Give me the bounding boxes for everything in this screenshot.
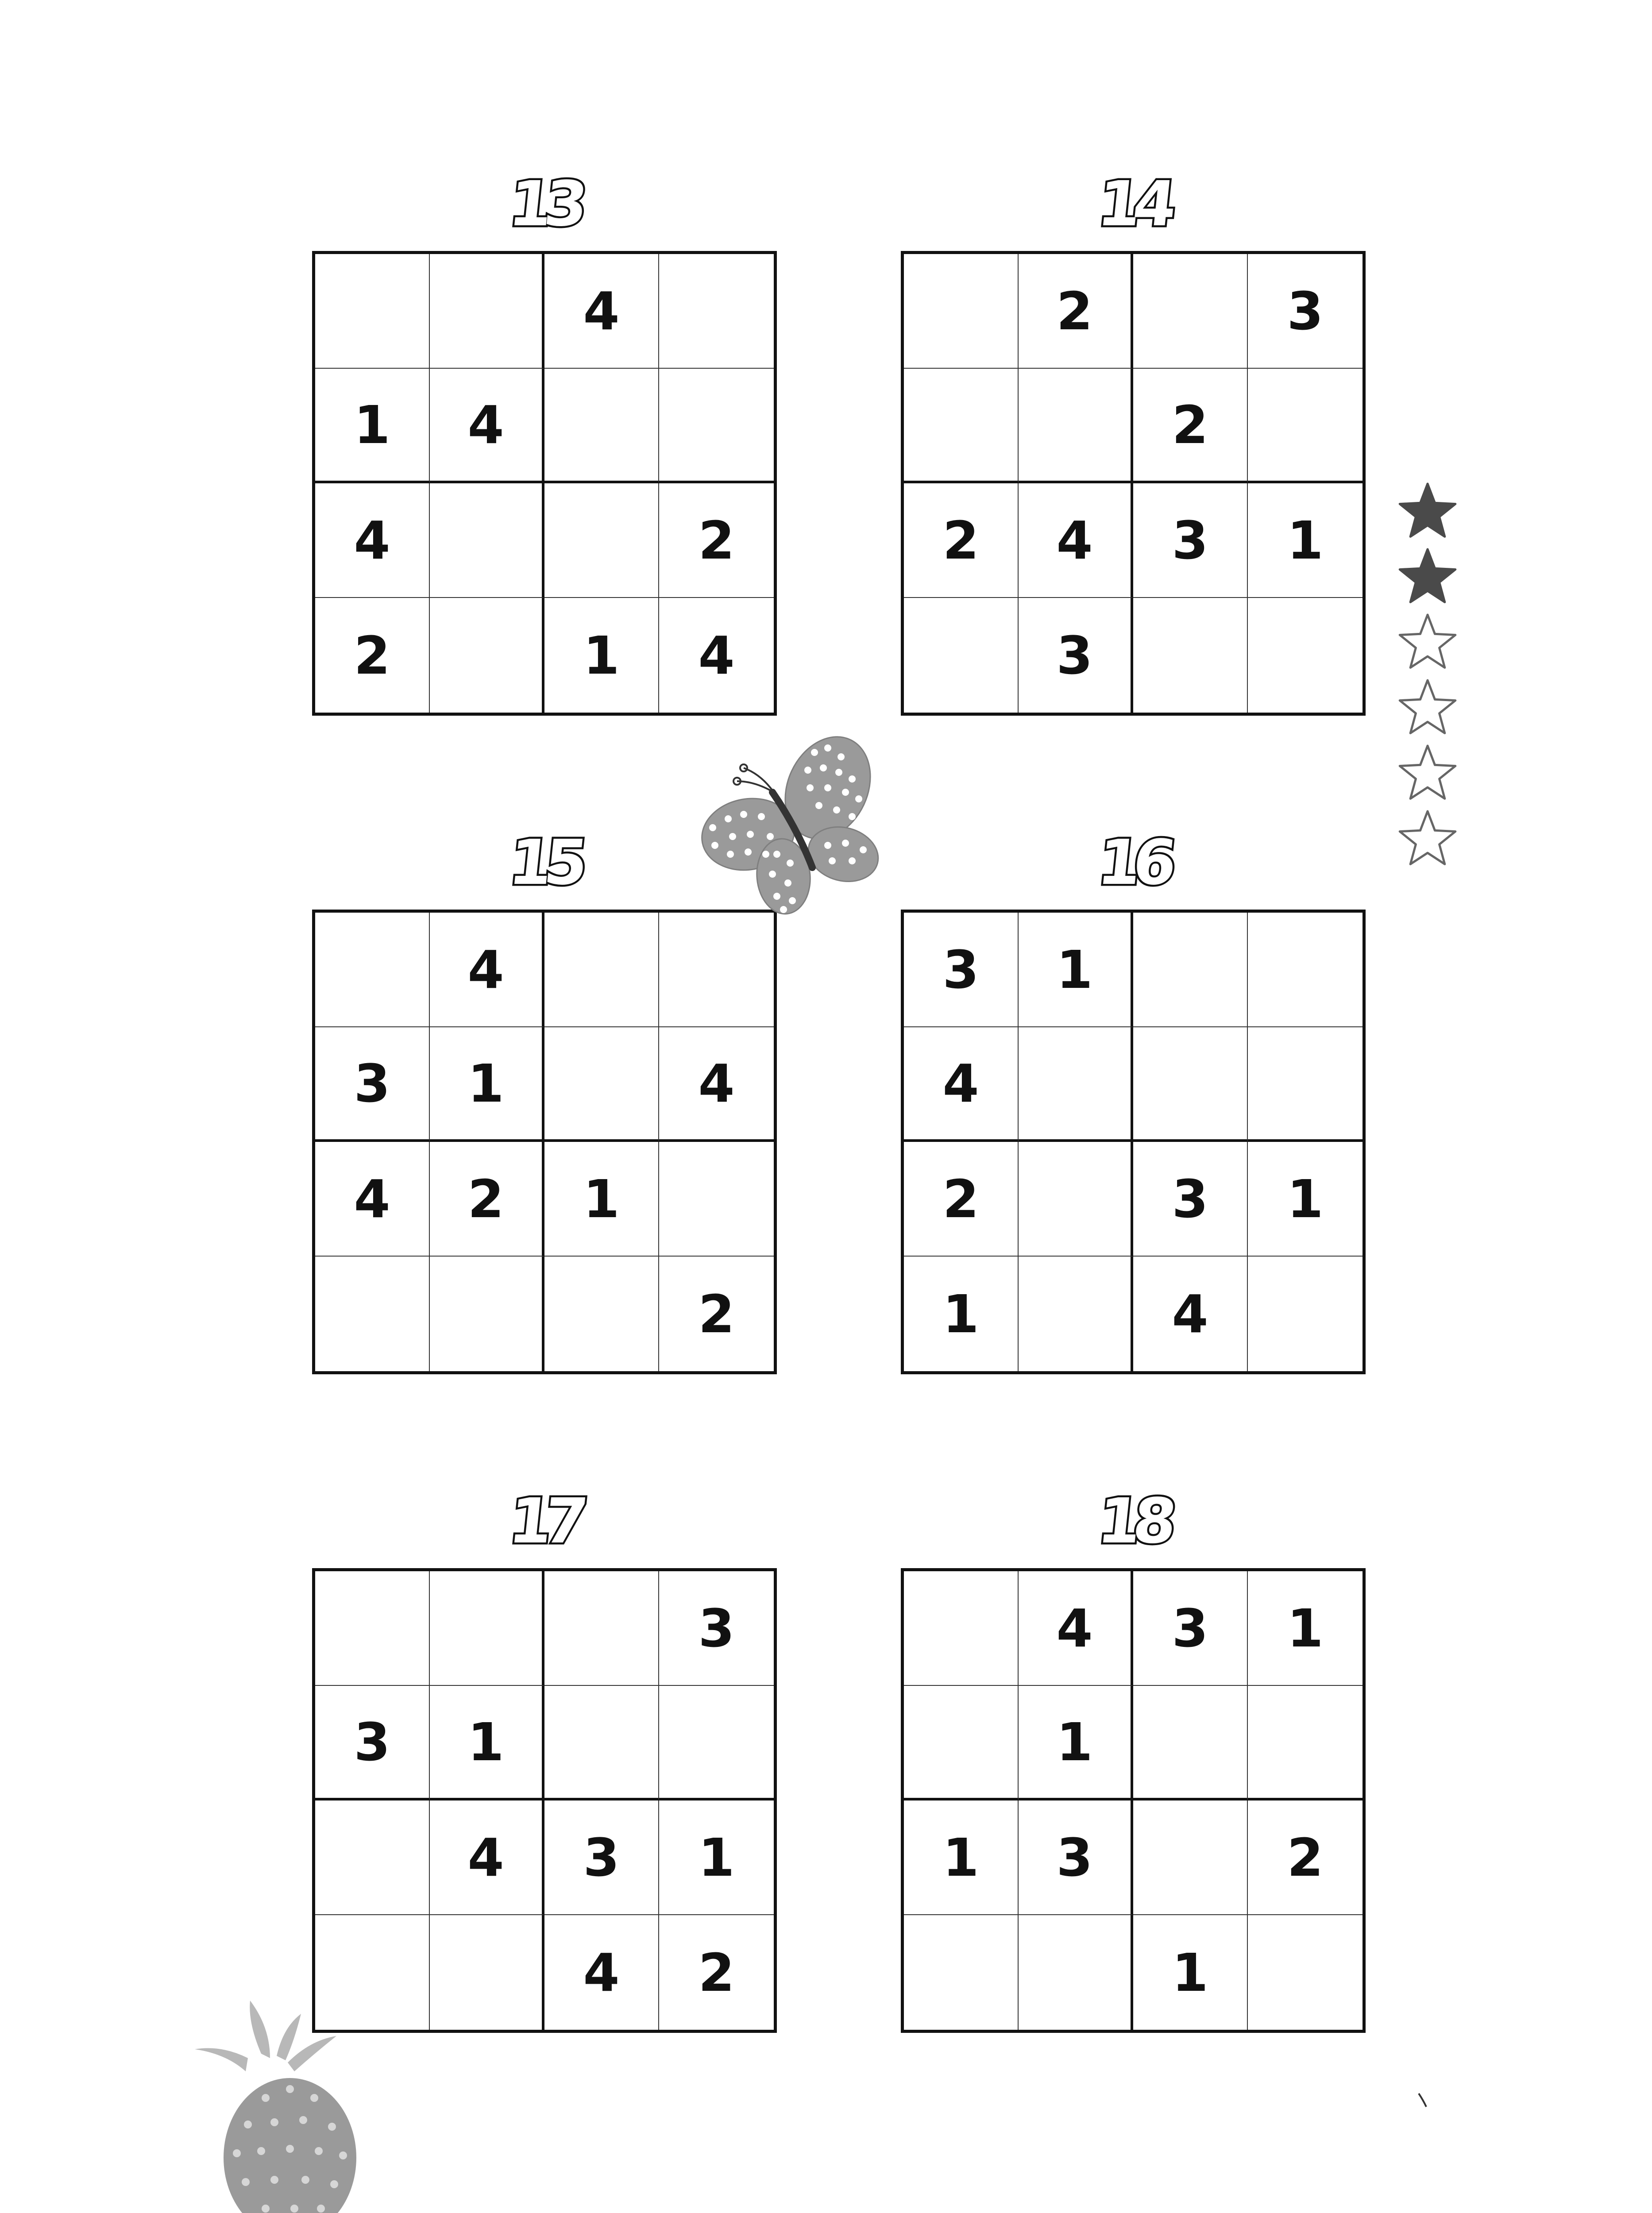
sudoku-cell[interactable] xyxy=(1248,913,1363,1027)
sudoku-cell[interactable]: 1 xyxy=(904,1800,1019,1915)
star-empty-icon xyxy=(1394,742,1461,804)
sudoku-cell[interactable]: 3 xyxy=(1133,1571,1248,1686)
sudoku-cell[interactable]: 1 xyxy=(430,1686,544,1800)
sudoku-grid xyxy=(901,910,1366,1374)
sudoku-cell[interactable]: 2 xyxy=(904,1142,1019,1257)
sudoku-grid xyxy=(312,910,777,1374)
sudoku-cell[interactable] xyxy=(315,1800,430,1915)
sudoku-cell[interactable] xyxy=(430,254,544,369)
sudoku-cell[interactable] xyxy=(544,369,659,483)
sudoku-cell[interactable]: 4 xyxy=(1019,1571,1133,1686)
sudoku-cell[interactable]: 1 xyxy=(544,598,659,713)
sudoku-cell[interactable]: 1 xyxy=(1133,1915,1248,2030)
sudoku-cell[interactable]: 1 xyxy=(1248,483,1363,598)
sudoku-cell[interactable] xyxy=(659,1686,774,1800)
star-empty-icon xyxy=(1394,677,1461,739)
sudoku-cell[interactable] xyxy=(904,1915,1019,2030)
sudoku-cell[interactable]: 4 xyxy=(544,254,659,369)
difficulty-rating xyxy=(1394,480,1461,873)
star-empty-icon xyxy=(1394,808,1461,870)
sudoku-cell[interactable]: 2 xyxy=(1019,254,1133,369)
sudoku-cell[interactable]: 1 xyxy=(1019,913,1133,1027)
sudoku-cell[interactable] xyxy=(1248,598,1363,713)
sudoku-cell[interactable]: 1 xyxy=(430,1027,544,1142)
sudoku-cell[interactable] xyxy=(1019,1142,1133,1257)
sudoku-cell[interactable] xyxy=(1019,369,1133,483)
sudoku-cell[interactable]: 4 xyxy=(315,1142,430,1257)
sudoku-cell[interactable] xyxy=(544,913,659,1027)
sudoku-cell[interactable] xyxy=(315,1257,430,1371)
sudoku-cell[interactable] xyxy=(430,1571,544,1686)
sudoku-cell[interactable] xyxy=(430,1257,544,1371)
sudoku-cell[interactable]: 1 xyxy=(315,369,430,483)
puzzle-number: 16 xyxy=(1094,827,1173,899)
sudoku-cell[interactable]: 1 xyxy=(544,1142,659,1257)
sudoku-cell[interactable]: 1 xyxy=(659,1800,774,1915)
sudoku-cell[interactable] xyxy=(904,1686,1019,1800)
sudoku-cell[interactable] xyxy=(1133,1686,1248,1800)
star-filled-icon xyxy=(1394,480,1461,542)
sudoku-cell[interactable]: 4 xyxy=(1133,1257,1248,1371)
sudoku-cell[interactable] xyxy=(904,1571,1019,1686)
sudoku-cell[interactable] xyxy=(1019,1257,1133,1371)
pineapple-icon xyxy=(195,2001,372,2213)
sudoku-cell[interactable]: 1 xyxy=(1248,1142,1363,1257)
sudoku-cell[interactable]: 2 xyxy=(659,483,774,598)
sudoku-cell[interactable]: 2 xyxy=(698,1283,735,1345)
sudoku-cell[interactable] xyxy=(430,1915,544,2030)
sudoku-cell[interactable] xyxy=(544,1571,659,1686)
sudoku-grid xyxy=(312,251,777,716)
sudoku-cell[interactable]: 3 xyxy=(315,1027,430,1142)
puzzle-number: 14 xyxy=(1094,168,1173,240)
sudoku-grid xyxy=(901,1568,1366,2033)
sudoku-cell[interactable]: 1 xyxy=(1248,1571,1363,1686)
sudoku-cell[interactable] xyxy=(659,913,774,1027)
sudoku-cell[interactable]: 1 xyxy=(904,1257,1019,1371)
sudoku-cell[interactable]: 3 xyxy=(1019,598,1133,713)
sudoku-cell[interactable] xyxy=(1248,369,1363,483)
sudoku-cell[interactable]: 3 xyxy=(1248,254,1363,369)
sudoku-cell[interactable]: 3 xyxy=(1019,1800,1133,1915)
sudoku-cell[interactable]: 3 xyxy=(659,1571,774,1686)
mark-icon xyxy=(1417,2091,1430,2109)
sudoku-cell[interactable]: 3 xyxy=(544,1800,659,1915)
sudoku-cell[interactable]: 4 xyxy=(698,625,735,686)
sudoku-cell[interactable] xyxy=(1248,1686,1363,1800)
star-filled-icon xyxy=(1394,546,1461,608)
sudoku-cell[interactable] xyxy=(659,1142,774,1257)
sudoku-cell[interactable]: 4 xyxy=(544,1915,659,2030)
sudoku-cell[interactable] xyxy=(315,1571,430,1686)
sudoku-cell[interactable] xyxy=(544,1257,659,1371)
sudoku-cell[interactable] xyxy=(904,369,1019,483)
puzzle-number: 18 xyxy=(1094,1485,1173,1558)
sudoku-cell[interactable]: 4 xyxy=(430,1800,544,1915)
sudoku-cell[interactable] xyxy=(430,483,544,598)
sudoku-cell[interactable]: 3 xyxy=(904,913,1019,1027)
sudoku-cell[interactable]: 1 xyxy=(1019,1686,1133,1800)
sudoku-cell[interactable]: 4 xyxy=(315,483,430,598)
sudoku-cell[interactable] xyxy=(1133,1800,1248,1915)
sudoku-cell[interactable] xyxy=(1133,1027,1248,1142)
puzzle-number: 17 xyxy=(506,1485,584,1558)
sudoku-cell[interactable]: 4 xyxy=(904,1027,1019,1142)
sudoku-cell[interactable] xyxy=(904,254,1019,369)
sudoku-cell[interactable]: 3 xyxy=(315,1686,430,1800)
sudoku-cell[interactable] xyxy=(430,598,544,713)
sudoku-cell[interactable] xyxy=(544,1027,659,1142)
star-empty-icon xyxy=(1394,611,1461,673)
sudoku-cell[interactable] xyxy=(544,483,659,598)
sudoku-cell[interactable]: 2 xyxy=(430,1142,544,1257)
sudoku-cell[interactable] xyxy=(659,254,774,369)
sudoku-grid xyxy=(312,1568,777,2033)
sudoku-cell[interactable] xyxy=(1248,1027,1363,1142)
sudoku-cell[interactable] xyxy=(1248,1915,1363,2030)
sudoku-cell[interactable]: 4 xyxy=(430,913,544,1027)
sudoku-cell[interactable]: 2 xyxy=(698,1942,735,2003)
sudoku-cell[interactable]: 2 xyxy=(315,598,430,713)
sudoku-cell[interactable] xyxy=(1019,1027,1133,1142)
puzzle-number: 15 xyxy=(506,827,584,899)
sudoku-cell[interactable] xyxy=(315,254,430,369)
sudoku-cell[interactable] xyxy=(1133,598,1248,713)
sudoku-cell[interactable]: 3 xyxy=(1133,1142,1248,1257)
sudoku-cell[interactable]: 4 xyxy=(659,1027,774,1142)
sudoku-cell[interactable]: 4 xyxy=(430,369,544,483)
sudoku-cell[interactable] xyxy=(1133,254,1248,369)
sudoku-cell[interactable] xyxy=(659,369,774,483)
sudoku-cell[interactable]: 2 xyxy=(1248,1800,1363,1915)
sudoku-cell[interactable]: 2 xyxy=(904,483,1019,598)
sudoku-cell[interactable] xyxy=(904,598,1019,713)
sudoku-cell[interactable] xyxy=(544,1686,659,1800)
sudoku-cell[interactable]: 4 xyxy=(1019,483,1133,598)
sudoku-cell[interactable] xyxy=(1133,913,1248,1027)
sudoku-cell[interactable] xyxy=(315,913,430,1027)
sudoku-cell[interactable] xyxy=(1019,1915,1133,2030)
butterfly-icon xyxy=(695,726,881,921)
sudoku-cell[interactable]: 2 xyxy=(1133,369,1248,483)
sudoku-cell[interactable]: 3 xyxy=(1133,483,1248,598)
puzzle-number: 13 xyxy=(506,168,584,240)
sudoku-cell[interactable] xyxy=(1248,1257,1363,1371)
sudoku-grid xyxy=(901,251,1366,716)
